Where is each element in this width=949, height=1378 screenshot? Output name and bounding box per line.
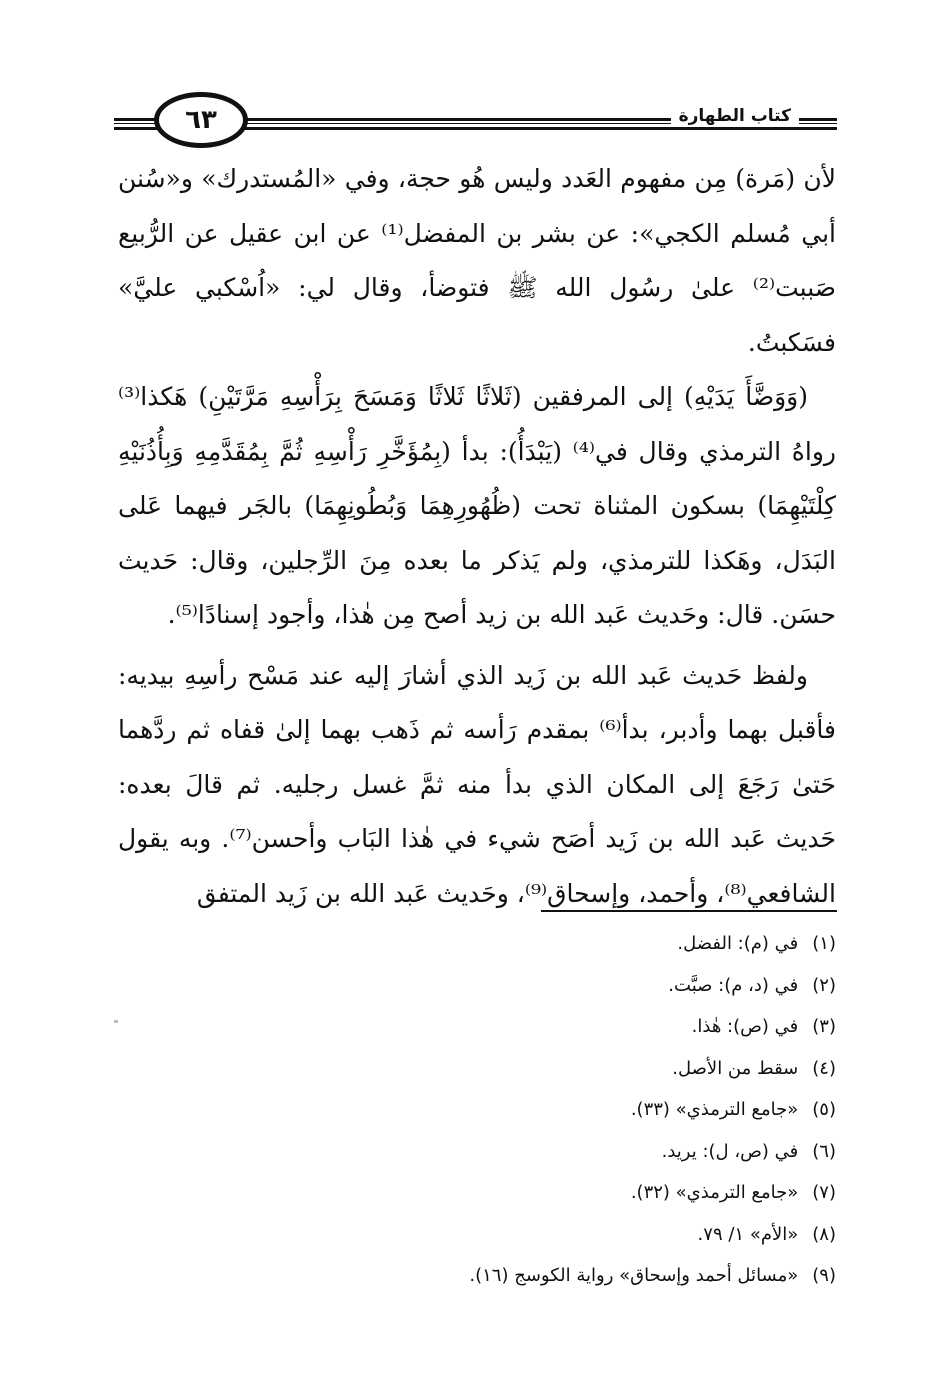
footnote-number: (٨) (812, 1223, 836, 1245)
footnote-text: «جامع الترمذي» (٣٢). (630, 1182, 799, 1203)
footnote-number: (٦) (812, 1140, 836, 1162)
page-number: ٦٣ (185, 105, 217, 135)
main-text (118, 152, 836, 921)
footnote-item (118, 1214, 836, 1256)
footnote-item (118, 1089, 836, 1131)
footnote-text: في (ص، ل): يريد. (661, 1140, 799, 1162)
footnote-text: «جامع الترمذي» (٣٣). (630, 1099, 799, 1120)
footnote-item (118, 1172, 836, 1214)
paragraph-1: لأن (مَرة) مِن مفهوم العَدد وليس هُو حجة، وفي «المُستدرك» و«سُنن أبي مُسلم الكجي»: عن بشر بن المفضل⁽¹⁾ عن ابن عقيل عن الرُّبيع صَببت⁽²⁾ علىٰ رسُول الله ﷺ فتوضأ، وقال لي: «اُسْكبي عليَّ» فسَكبتُ. (118, 164, 836, 357)
footnote-number: (٤) (812, 1057, 836, 1079)
footnote-item (118, 1006, 836, 1048)
footnote-number: (٧) (812, 1182, 836, 1203)
paragraph-3: ولفظ حَديث عَبد الله بن زَيد الذي أشارَ إليه عند مَسْح رأسِهِ بيديه: فأقبل بهما وأدبر، بدأ⁽⁶⁾ بمقدم رَأسه ثم ذَهب بهما إلىٰ قفاه ثم ردَّهما حَتىٰ رَجَعَ إلى المكان الذي بدأ منه ثمَّ غسل رجليه. ثم قالَ بعده: حَديث عَبد الله بن زَيد أصَح شيء في هٰذا البَاب وأحسن⁽⁷⁾. وبه يقول الشافعي⁽⁸⁾، وأحمد، وإسحاق⁽⁹⁾، وحَديث عَبد الله بن زَيد المتفق (118, 660, 836, 908)
footnotes (118, 923, 836, 1297)
footnote-text: «الأم» ١/ ٧٩. (697, 1223, 799, 1245)
footnote-number: (٢) (812, 974, 836, 996)
footnote-number: (٣) (812, 1016, 836, 1037)
footnote-item (118, 923, 836, 965)
footnote-item (118, 1131, 836, 1173)
footnote-item (118, 1255, 836, 1297)
scan-speck (114, 1020, 118, 1023)
footnote-text: «مسائل أحمد وإسحاق» رواية الكوسج (١٦). (469, 1265, 799, 1286)
page-header (114, 92, 837, 152)
paragraph-2: (وَوَضَّأَ يَدَيْهِ) إلى المرفقين (ثَلاثًا ثَلاثًا وَمَسَحَ بِرَأْسِهِ مَرَّتَيْنِ) هَكذا⁽³⁾ رواهُ الترمذي وقال في⁽⁴⁾ (يَبْدَأُ): بدأ (بِمُؤَخَّرِ رَأْسِهِ ثُمَّ بِمُقَدَّمِهِ وَبِأُذُنَيْهِ كِلْتَيْهِمَا) بسكون المثناة تحت (ظُهُورِهِمَا وَبُطُونِهِمَا) بالجَر فيهما عَلى البَدَل، وهَكذا للترمذي، ولم يَذكر ما بعده مِنَ الرِّجلين، وقال: حَديث حسَن. قال: وحَديث عَبد الله بن زيد أصح مِن هٰذا، وأجود إسنادًا⁽⁵⁾. (118, 382, 836, 629)
footnote-item (118, 1048, 836, 1090)
footnote-text: سقط من الأصل. (672, 1057, 799, 1079)
page-number-badge (154, 92, 248, 148)
footnote-number: (٩) (812, 1265, 836, 1286)
footnote-text: في (د، م): صبَّت. (668, 974, 799, 996)
footnote-text: في (ص): هٰذا. (691, 1016, 799, 1037)
footnote-separator (541, 910, 837, 912)
footnote-item (118, 965, 836, 1007)
running-title: كتاب الطهارة (671, 106, 799, 126)
footnote-number: (١) (812, 933, 836, 954)
footnote-text: في (م): الفضل. (677, 933, 799, 954)
footnote-number: (٥) (812, 1099, 836, 1120)
